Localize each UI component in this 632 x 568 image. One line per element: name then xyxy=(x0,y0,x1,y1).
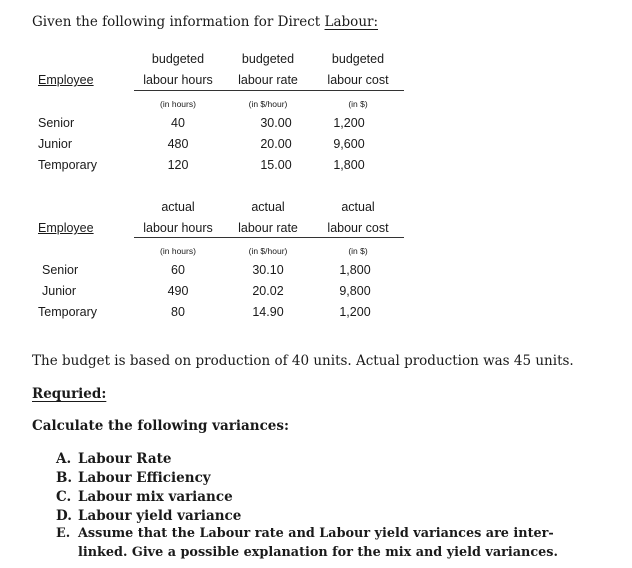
budget-row-cost: 1,800 xyxy=(333,158,365,172)
list-item xyxy=(56,489,233,505)
actual-row-hours: 490 xyxy=(167,284,189,298)
budget-row-rate: 30.00 xyxy=(260,116,292,130)
page-title xyxy=(32,14,378,30)
actual-col2-top: actual xyxy=(251,200,285,214)
actual-col2-bottom: labour rate xyxy=(238,221,298,235)
actual-col1-top: actual xyxy=(161,200,195,214)
budget-row-hours: 480 xyxy=(167,137,189,151)
list-text: Assume that the Labour rate and Labour yield variances are inter- xyxy=(78,526,554,541)
actual-row-rate: 14.90 xyxy=(252,305,284,319)
budget-col3-bottom: labour cost xyxy=(327,73,389,87)
list-mark: C. xyxy=(56,489,72,505)
budget-employee-label: Employee xyxy=(38,73,94,87)
budget-unit-rate: (in $/hour) xyxy=(248,99,288,109)
list-text: linked. Give a possible explanation for the mix and yield variances. xyxy=(78,545,558,560)
list-item xyxy=(56,470,211,486)
actual-unit-cost: (in $) xyxy=(348,246,368,256)
actual-unit-rate: (in $/hour) xyxy=(248,246,288,256)
list-item xyxy=(56,451,171,467)
budget-unit-cost: (in $) xyxy=(348,99,368,109)
actual-row-rate: 30.10 xyxy=(252,263,284,277)
title-word: Labour: xyxy=(324,14,379,30)
list-mark: B. xyxy=(56,470,73,486)
budget-row-name: Temporary xyxy=(38,158,98,172)
actual-row-cost: 9,800 xyxy=(339,284,371,298)
budget-col2-top: budgeted xyxy=(241,52,295,66)
list-item xyxy=(56,526,554,541)
list-item xyxy=(56,545,558,560)
list-item xyxy=(56,508,241,524)
actual-row-cost: 1,200 xyxy=(339,305,371,319)
budget-col1-bottom: labour hours xyxy=(143,73,213,87)
list-mark: D. xyxy=(56,508,72,524)
budget-row-rate: 15.00 xyxy=(260,158,292,172)
budget-row-hours: 120 xyxy=(167,158,189,172)
list-text: Labour Efficiency xyxy=(78,470,211,486)
actual-row-hours: 80 xyxy=(171,305,185,319)
actual-employee-label: Employee xyxy=(38,221,94,235)
budget-row-name: Senior xyxy=(38,116,75,130)
budget-col1-top: budgeted xyxy=(151,52,205,66)
budget-row-hours: 40 xyxy=(171,116,185,130)
actual-col3-top: actual xyxy=(341,200,375,214)
budget-header-rule xyxy=(134,90,404,91)
budget-unit-hours: (in hours) xyxy=(160,99,196,109)
list-mark: A. xyxy=(56,451,72,467)
production-note: The budget is based on production of 40 units. Actual production was 45 units. xyxy=(32,353,574,369)
actual-col3-bottom: labour cost xyxy=(327,221,389,235)
actual-col1-bottom: labour hours xyxy=(143,221,213,235)
actual-header-rule xyxy=(134,237,404,238)
actual-row-rate: 20.02 xyxy=(252,284,284,298)
actual-unit-hours: (in hours) xyxy=(160,246,196,256)
title-prefix: Given the following information for Direct xyxy=(32,14,325,30)
budget-row-cost: 1,200 xyxy=(333,116,365,130)
calculate-heading: Calculate the following variances: xyxy=(32,418,289,434)
actual-row-name: Junior xyxy=(42,284,77,298)
actual-row-hours: 60 xyxy=(171,263,185,277)
budget-row-rate: 20.00 xyxy=(260,137,292,151)
budget-col2-bottom: labour rate xyxy=(238,73,298,87)
actual-row-name: Temporary xyxy=(38,305,98,319)
list-text: Labour Rate xyxy=(78,451,172,467)
budget-row-cost: 9,600 xyxy=(333,137,365,151)
budget-row-name: Junior xyxy=(38,137,73,151)
list-text: Labour mix variance xyxy=(78,489,233,505)
required-heading: Requried: xyxy=(32,386,107,402)
actual-row-cost: 1,800 xyxy=(339,263,371,277)
actual-row-name: Senior xyxy=(42,263,79,277)
list-mark: E. xyxy=(56,526,71,541)
budget-col3-top: budgeted xyxy=(331,52,385,66)
list-text: Labour yield variance xyxy=(78,508,242,524)
